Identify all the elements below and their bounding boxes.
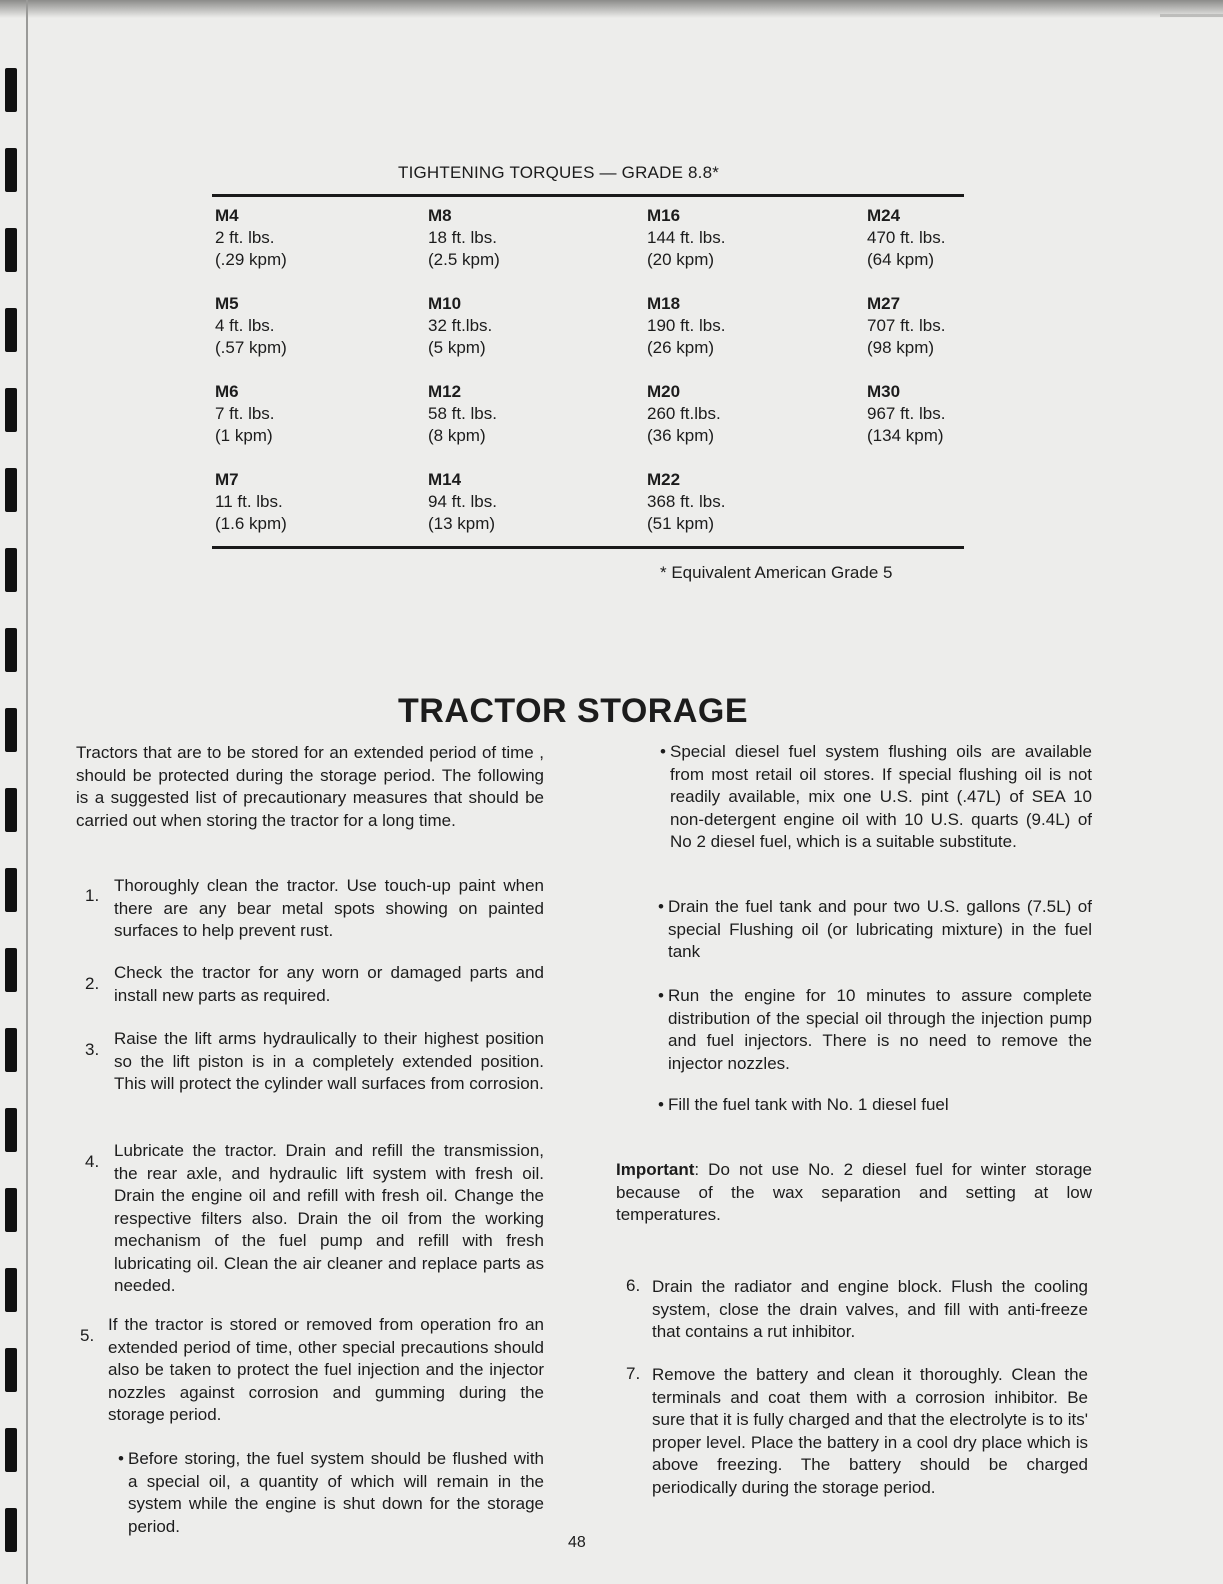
step-number: 3. [85, 1040, 100, 1059]
torque-ft-lbs: 11 ft. lbs. [215, 492, 283, 511]
torque-ft-lbs: 260 ft.lbs. [647, 404, 721, 423]
binding-hole [5, 708, 17, 752]
step-text: If the tractor is stored or removed from operation fro an extended period of time, other special precautions should also be taken to protect the fuel injection and the injector nozzles against corrosion and gumming during the storage period. [108, 1315, 544, 1424]
bolt-size: M16 [647, 206, 681, 225]
bolt-size: M5 [215, 294, 239, 313]
torque-entry [428, 469, 497, 535]
step-text: Remove the battery and clean it thoroughly. Clean the terminals and coat them with a corrosion inhibitor. Be sure that it is fully charged and that the electrolyte is to its' proper level. Place the battery in a cool dry place which is above freezing. The battery should be charged periodically during the storage period. [652, 1365, 1088, 1497]
torque-ft-lbs: 707 ft. lbs. [867, 316, 946, 335]
bolt-size: M18 [647, 294, 681, 313]
step-text: Drain the radiator and engine block. Flush the cooling system, close the drain valves, and fill with anti-freeze that contains a rut inhibitor. [652, 1277, 1088, 1341]
bullet-item [660, 741, 1092, 854]
torque-kpm: (2.5 kpm) [428, 250, 500, 269]
bullet-dot: • [660, 742, 666, 761]
bullet-dot: • [658, 1095, 664, 1114]
binding-edge [26, 0, 28, 1584]
torque-kpm: (20 kpm) [647, 250, 715, 269]
torque-ft-lbs: 4 ft. lbs. [215, 316, 275, 335]
bullet-item [658, 1094, 1092, 1117]
bullet-text: Before storing, the fuel system should be flushed with a special oil, a quantity of which will remain in the system while the engine is shut down for the storage period. [128, 1449, 544, 1536]
step-number: 5. [80, 1326, 95, 1345]
step-text: Lubricate the tractor. Drain and refill the transmission, the rear axle, and hydraulic lift system with fresh oil. Drain the engine oil and refill with fresh oil. Change the respective filters also. Drain the oil from the working mechanism of the fuel pump and refill with fresh lubricating oil. Clean the air cleaner and replace parts as needed. [114, 1141, 544, 1295]
binding-hole [5, 1428, 17, 1472]
intro-paragraph: Tractors that are to be stored for an extended period of time , should be protected during the storage period. The following is a suggested list of precautionary measures that should be carried out when storing the tractor for a long time. [76, 743, 544, 830]
step-text: Check the tractor for any worn or damaged parts and install new parts as required. [114, 963, 544, 1005]
torque-entry [867, 205, 945, 271]
important-label: Important [616, 1160, 695, 1179]
table-bottom-rule [212, 546, 964, 549]
table-title: TIGHTENING TORQUES — GRADE 8.8* [398, 163, 720, 182]
page-top-shadow [0, 0, 1223, 18]
torque-ft-lbs: 368 ft. lbs. [647, 492, 726, 511]
page-number: 48 [568, 1534, 586, 1551]
torque-ft-lbs: 32 ft.lbs. [428, 316, 493, 335]
important-text: : Do not use No. 2 diesel fuel for winter storage because of the wax separation and setting at low temperatures. [616, 1160, 1092, 1224]
bolt-size: M22 [647, 470, 681, 489]
binding-hole [5, 1268, 17, 1312]
step-number: 2. [85, 974, 100, 993]
table-footnote: * Equivalent American Grade 5 [660, 563, 893, 582]
torque-entry [428, 205, 500, 271]
page-fold [1160, 14, 1223, 17]
bullet-dot: • [118, 1449, 124, 1468]
torque-kpm: (13 kpm) [428, 514, 496, 533]
bolt-size: M4 [215, 206, 239, 225]
torque-kpm: (134 kpm) [867, 426, 944, 445]
torque-kpm: (1.6 kpm) [215, 514, 287, 533]
bullet-item [658, 985, 1092, 1075]
torque-ft-lbs: 18 ft. lbs. [428, 228, 497, 247]
bolt-size: M27 [867, 294, 901, 313]
torque-ft-lbs: 2 ft. lbs. [215, 228, 275, 247]
torque-entry [647, 293, 725, 359]
binding-strip [0, 0, 30, 1584]
important-note [616, 1159, 1092, 1227]
torque-kpm: (26 kpm) [647, 338, 715, 357]
binding-hole [5, 628, 17, 672]
step-number: 4. [85, 1152, 100, 1171]
binding-hole [5, 228, 17, 272]
torque-entry [647, 469, 725, 535]
torque-entry [428, 293, 492, 359]
torque-ft-lbs: 58 ft. lbs. [428, 404, 497, 423]
step-number: 7. [626, 1364, 641, 1383]
binding-hole [5, 388, 17, 432]
binding-hole [5, 548, 17, 592]
bolt-size: M12 [428, 382, 462, 401]
binding-hole [5, 68, 17, 112]
torque-ft-lbs: 967 ft. lbs. [867, 404, 946, 423]
table-top-rule [212, 194, 964, 197]
bullet-text: Special diesel fuel system flushing oils are available from most retail oil stores. If special flushing oil is not readily available, mix one U.S. pint (.47L) of SEA 10 non-detergent engine oil with 10 U.S. quarts (9.4L) of No 2 diesel fuel, which is a suitable substitute. [670, 742, 1092, 851]
torque-entry [215, 381, 275, 447]
torque-ft-lbs: 470 ft. lbs. [867, 228, 946, 247]
bolt-size: M30 [867, 382, 901, 401]
torque-kpm: (98 kpm) [867, 338, 935, 357]
binding-hole [5, 148, 17, 192]
bullet-text: Drain the fuel tank and pour two U.S. gallons (7.5L) of special Flushing oil (or lubricating mixture) in the fuel tank [668, 897, 1092, 961]
binding-hole [5, 468, 17, 512]
torque-entry [215, 293, 287, 359]
bullet-dot: • [658, 897, 664, 916]
bolt-size: M20 [647, 382, 681, 401]
torque-ft-lbs: 94 ft. lbs. [428, 492, 497, 511]
torque-ft-lbs: 190 ft. lbs. [647, 316, 726, 335]
torque-entry [428, 381, 497, 447]
torque-kpm: (8 kpm) [428, 426, 486, 445]
bullet-item [658, 896, 1092, 964]
binding-hole [5, 1348, 17, 1392]
torque-kpm: (64 kpm) [867, 250, 935, 269]
torque-ft-lbs: 7 ft. lbs. [215, 404, 275, 423]
torque-entry [867, 293, 945, 359]
binding-hole [5, 1028, 17, 1072]
torque-entry [867, 381, 945, 447]
torque-entry [647, 205, 725, 271]
binding-hole [5, 868, 17, 912]
bolt-size: M6 [215, 382, 239, 401]
torque-kpm: (1 kpm) [215, 426, 273, 445]
bolt-size: M14 [428, 470, 462, 489]
bolt-size: M10 [428, 294, 462, 313]
torque-entry [215, 205, 287, 271]
torque-entry [215, 469, 287, 535]
binding-hole [5, 1508, 17, 1552]
step-number: 6. [626, 1276, 641, 1295]
torque-kpm: (5 kpm) [428, 338, 486, 357]
bullet-text: Fill the fuel tank with No. 1 diesel fuel [668, 1095, 949, 1114]
binding-hole [5, 788, 17, 832]
section-heading: TRACTOR STORAGE [398, 692, 749, 730]
binding-hole [5, 308, 17, 352]
step-text: Raise the lift arms hydraulically to their highest position so the lift piston is in a completely extended position. This will protect the cylinder wall surfaces from corrosion. [114, 1029, 544, 1093]
bolt-size: M8 [428, 206, 452, 225]
bullet-text: Run the engine for 10 minutes to assure complete distribution of the special oil through the injection pump and fuel injectors. There is no need to remove the injector nozzles. [668, 986, 1092, 1073]
bullet-dot: • [658, 986, 664, 1005]
torque-kpm: (.29 kpm) [215, 250, 287, 269]
torque-ft-lbs: 144 ft. lbs. [647, 228, 726, 247]
torque-kpm: (51 kpm) [647, 514, 715, 533]
binding-hole [5, 1188, 17, 1232]
binding-hole [5, 948, 17, 992]
torque-kpm: (36 kpm) [647, 426, 715, 445]
step-number: 1. [85, 886, 100, 905]
step-text: Thoroughly clean the tractor. Use touch-up paint when there are any bear metal spots showing on painted surfaces to help prevent rust. [114, 876, 544, 940]
bolt-size: M7 [215, 470, 239, 489]
torque-kpm: (.57 kpm) [215, 338, 287, 357]
bolt-size: M24 [867, 206, 901, 225]
bullet-item [118, 1448, 544, 1538]
torque-entry [647, 381, 721, 447]
binding-hole [5, 1108, 17, 1152]
